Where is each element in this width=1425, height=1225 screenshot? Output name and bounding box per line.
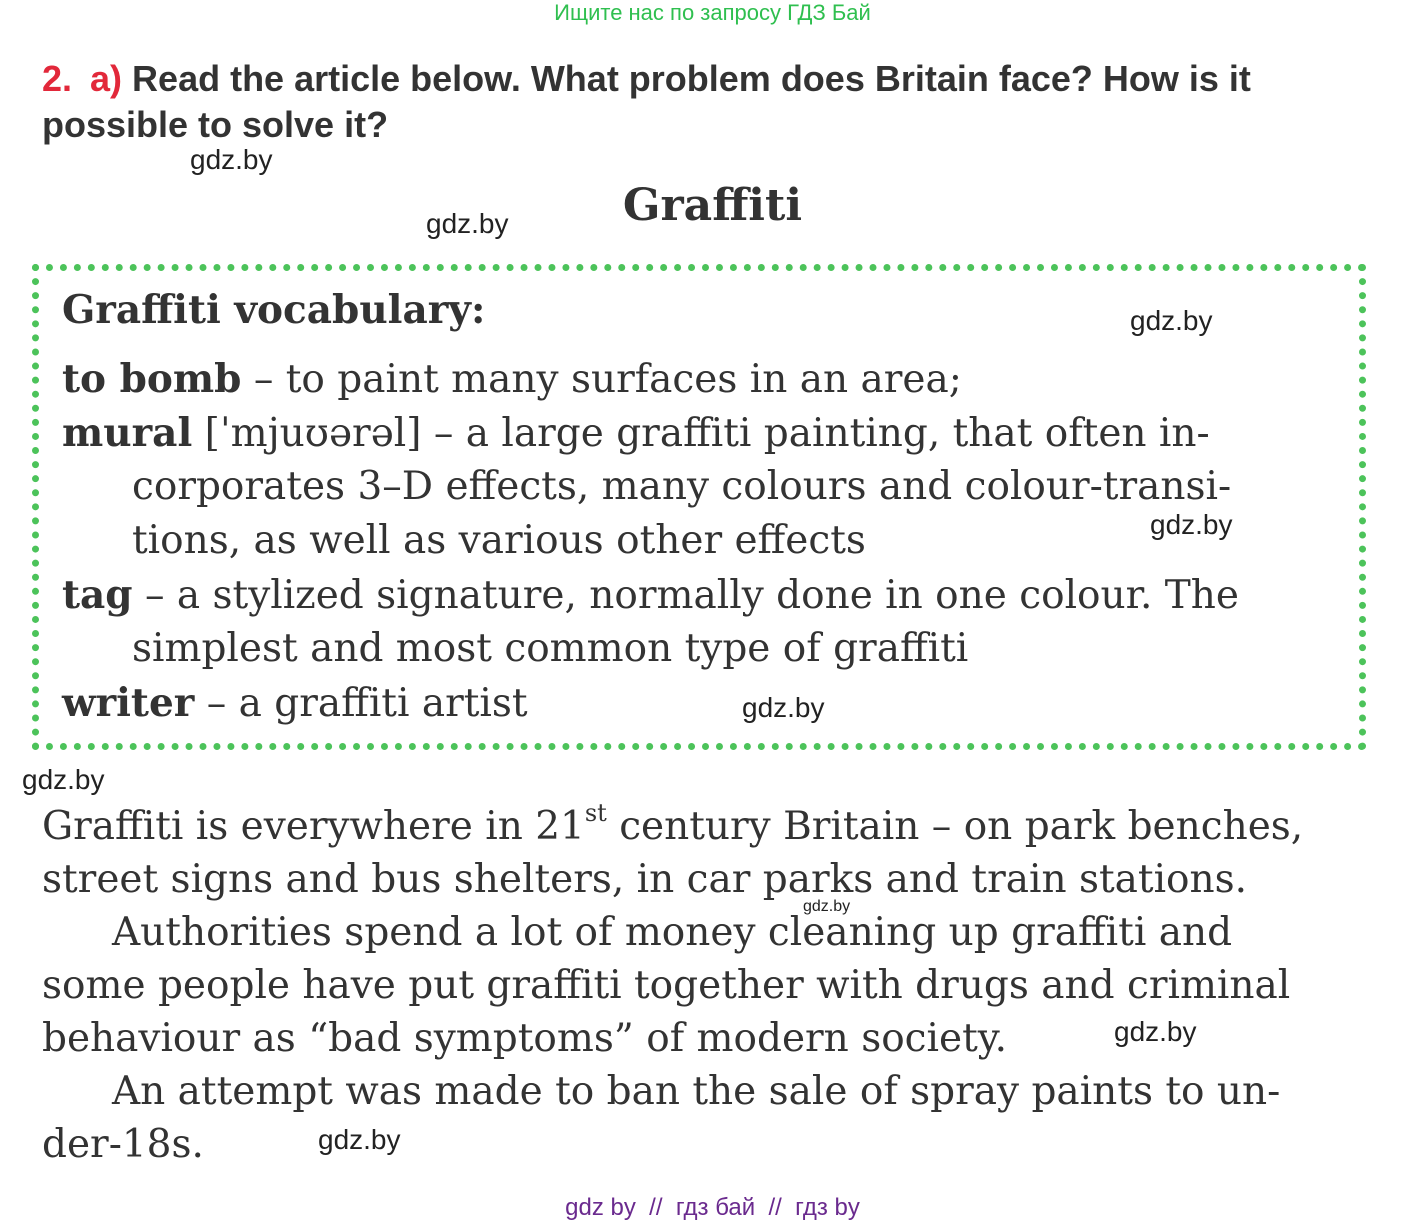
top-banner: Ищите нас по запросу ГДЗ Бай [554, 0, 871, 25]
vocab-definition: – a stylized signature, normally done in one colour. The [132, 573, 1239, 618]
watermark: gdz.by [318, 1124, 401, 1155]
vocab-term: to bomb [62, 356, 242, 402]
watermark: gdz.by [1150, 509, 1233, 540]
vocab-continuation: corporates 3–D effects, many colours and colour-transi- [132, 464, 1232, 509]
article-line: Authorities spend a lot of money cleaning up graffiti and [112, 910, 1233, 955]
article-line: behaviour as “bad symptoms” of modern society. [42, 1016, 1008, 1061]
article-line: some people have put graffiti together with drugs and criminal [42, 963, 1291, 1008]
task-letter: a) [90, 58, 123, 99]
vocab-term: writer [62, 680, 195, 726]
watermark: gdz.by [22, 764, 105, 795]
vocabulary-heading: Graffiti vocabulary: [62, 287, 486, 333]
watermark: gdz.by [742, 692, 825, 723]
vocab-entry-tag [62, 568, 1239, 623]
task-number: 2. [42, 58, 73, 99]
vocab-continuation: simplest and most common type of graffiti [132, 626, 969, 671]
article-line: Graffiti is everywhere in 21st century Britain – on park benches, [42, 799, 1304, 849]
watermark: gdz.by [1114, 1016, 1197, 1047]
ordinal-suffix: st [584, 799, 607, 827]
footer-links: gdz by // гдз бай // гдз by [565, 1194, 860, 1221]
article-line: der-18s. [42, 1122, 204, 1167]
vocab-term: tag [62, 572, 133, 618]
task-heading [42, 56, 1392, 148]
vocab-entry-writer [62, 676, 528, 731]
article-line: An attempt was made to ban the sale of spray paints to un- [112, 1069, 1281, 1114]
vocab-definition: – to paint many surfaces in an area; [241, 357, 962, 402]
watermark: gdz.by [1130, 305, 1213, 336]
vocab-entry-to-bomb [62, 352, 962, 407]
task-text: Read the article below. What problem does Britain face? How is it possible to solve it? [42, 58, 1251, 145]
watermark: gdz.by [426, 208, 509, 239]
vocab-term: mural [62, 410, 193, 456]
watermark: gdz.by [803, 898, 851, 915]
vocab-definition: [ˈmjuʊərəl] – a large graffiti painting, that often in- [192, 411, 1210, 456]
article-title: Graffiti [622, 180, 803, 231]
vocab-continuation: tions, as well as various other effects [132, 518, 866, 563]
watermark: gdz.by [190, 144, 273, 175]
vocab-entry-mural [62, 406, 1210, 461]
vocab-definition: – a graffiti artist [194, 681, 528, 726]
article-line: street signs and bus shelters, in car parks and train stations. [42, 857, 1248, 902]
